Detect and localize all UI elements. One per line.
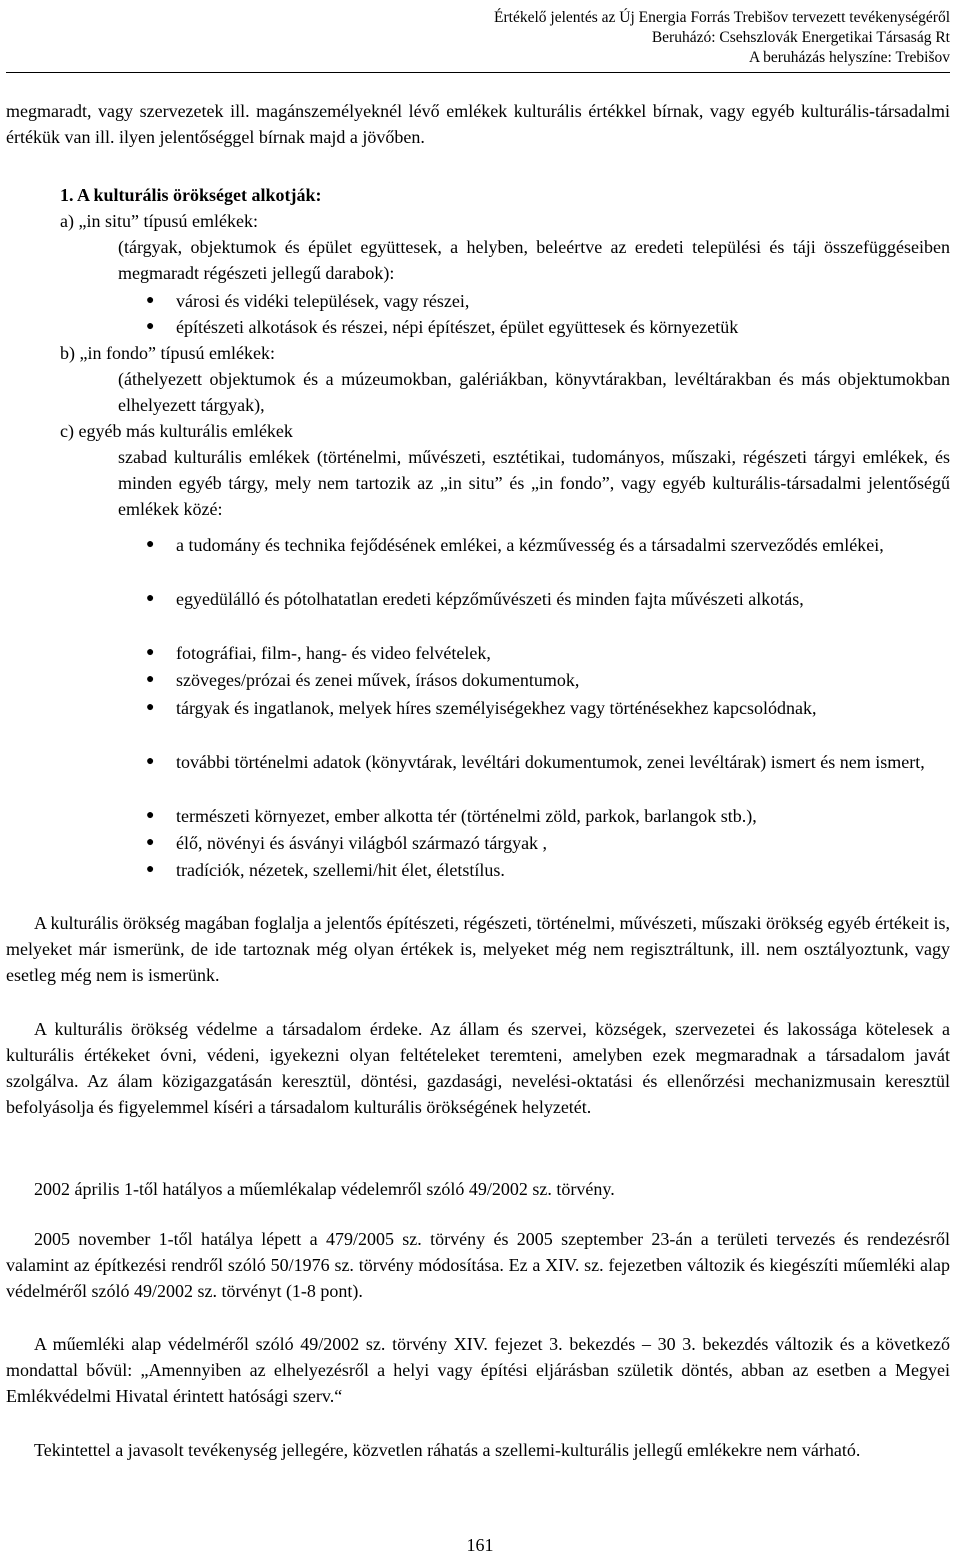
header-investor: Beruházó: Csehszlovák Energetikai Társaság Rt [651, 29, 950, 46]
list-item: városi és vidéki települések, vagy részei, [176, 291, 470, 311]
bullet-icon: ● [146, 700, 155, 715]
bullet-icon: ● [146, 672, 155, 687]
page-number: 161 [466, 1535, 494, 1555]
bullet-icon: ● [146, 645, 155, 660]
bullet-icon: ● [146, 808, 155, 823]
paragraph-law-2005: 2005 november 1-től hatálya lépett a 479/2005 sz. törvény és 2005 szeptember 23-án a területi tervezés és rendezésről valamint az építkezési rendről szóló 50/1976 sz. törvény módosítása. Ez a XIV. sz. fejezetben változik és kiegészíti műemléki alap védelméről szóló 49/2002 sz. törvényt (1-8 pont). [6, 1229, 950, 1301]
list-item: építészeti alkotások és részei, népi építészet, épület együttesek és környezetük [176, 317, 739, 337]
list-item: szöveges/prózai és zenei művek, írásos dokumentumok, [176, 670, 580, 690]
item-c-heading: c) egyéb más kulturális emlékek [60, 421, 293, 441]
bullet-icon: ● [146, 591, 155, 606]
intro-paragraph: megmaradt, vagy szervezetek ill. magánszemélyeknél lévő emlékek kulturális értékkel bírnak, vagy egyéb kulturális-társadalmi értékük van ill. ilyen jelentőséggel bírnak majd a jövőben. [6, 101, 950, 147]
paragraph-cultural-heritage: A kulturális örökség magában foglalja a jelentős építészeti, régészeti, történelmi, művészeti, műszaki örökség egyéb értékeit is, melyeket már ismerünk, de ide tartoznak még olyan értékek is, melyeket még nem regisztráltunk, ill. nem osztályoztunk, vagy esetleg még nem is ismerünk. [6, 913, 950, 985]
list-item: a tudomány és technika fejődésének emlékei, a kézművesség és a társadalmi szerveződés emlékei, [176, 535, 884, 555]
list-item: tárgyak és ingatlanok, melyek híres személyiségekhez vagy történésekhez kapcsolódnak, [176, 698, 817, 718]
item-a-heading: a) „in situ” típusú emlékek: [60, 211, 258, 231]
paragraph-protection: A kulturális örökség védelme a társadalom érdeke. Az állam és szervei, községek, szervezetei és lakossága kötelesek a kulturális értékeket óvni, védeni, igyekezni olyan feltételeket teremteni, amelyben ezek megmaradnak a társadalom javát szolgálva. Az álam közigazgatásán keresztül, döntési, gazdasági, nevelési-oktatási és ellenőrzési mechanizmusain keresztül befolyásolja és figyelemmel kíséri a társadalom kulturális örökségének helyzetét. [6, 1019, 950, 1117]
list-item: egyedülálló és pótolhatatlan eredeti képzőművészeti és minden fajta művészeti alkotás, [176, 589, 804, 609]
list-item: tradíciók, nézetek, szellemi/hit élet, életstílus. [176, 860, 505, 880]
list-item: további történelmi adatok (könyvtárak, levéltári dokumentumok, zenei levéltárak) ismert és nem ismert, [176, 752, 925, 772]
list-item: természeti környezet, ember alkotta tér (történelmi zöld, parkok, barlangok stb.), [176, 806, 757, 826]
list-item: fotográfiai, film-, hang- és video felvételek, [176, 643, 491, 663]
section-1-heading: 1. A kulturális örökséget alkotják: [60, 185, 322, 205]
bullet-icon: ● [146, 537, 155, 552]
item-b-description: (áthelyezett objektumok és a múzeumokban, galériákban, könyvtárakban, levéltárakban és más objektumokban elhelyezett tárgyak), [118, 369, 950, 415]
page-header [494, 8, 950, 68]
header-report-title: Értékelő jelentés az Új Energia Forrás Trebišov tervezett tevékenységéről [494, 9, 950, 26]
bullet-icon: ● [146, 835, 155, 850]
item-c-description: szabad kulturális emlékek (történelmi, művészeti, esztétikai, tudományos, műszaki, régészeti tárgyi emlékek, és minden egyéb tárgy, mely nem tartozik az „in situ” és „in fondo”, vagy egyéb kulturális-társadalmi jelentőségű emlékek közé: [118, 447, 950, 519]
item-b-heading: b) „in fondo” típusú emlékek: [60, 343, 275, 363]
bullet-icon: ● [146, 319, 155, 334]
header-location: A beruházás helyszíne: Trebišov [748, 49, 950, 66]
header-rule [6, 72, 950, 73]
list-item: élő, növényi és ásványi világból származó tárgyak , [176, 833, 548, 853]
paragraph-law-2002: 2002 április 1-től hatályos a műemlékalap védelemről szóló 49/2002 sz. törvény. [34, 1179, 615, 1199]
paragraph-amendment: A műemléki alap védelméről szóló 49/2002 sz. törvény XIV. fejezet 3. bekezdés – 30 3. bekezdés változik és a következő mondattal bővül: „Amennyiben az elhelyezésről a helyi vagy építési eljárásban születik döntés, abban az esetben a Megyei Emlékvédelmi Hivatal érintett hatósági szerv.“ [6, 1334, 950, 1406]
bullet-icon: ● [146, 862, 155, 877]
item-a-description: (tárgyak, objektumok és épület együttesek, a helyben, beleértve az eredeti települési és táji összefüggéseiben megmaradt régészeti jellegű darabok): [118, 237, 950, 283]
bullet-icon: ● [146, 293, 155, 308]
bullet-icon: ● [146, 754, 155, 769]
paragraph-conclusion: Tekintettel a javasolt tevékenység jellegére, közvetlen ráhatás a szellemi-kulturális jellegű emlékekre nem várható. [34, 1440, 861, 1460]
